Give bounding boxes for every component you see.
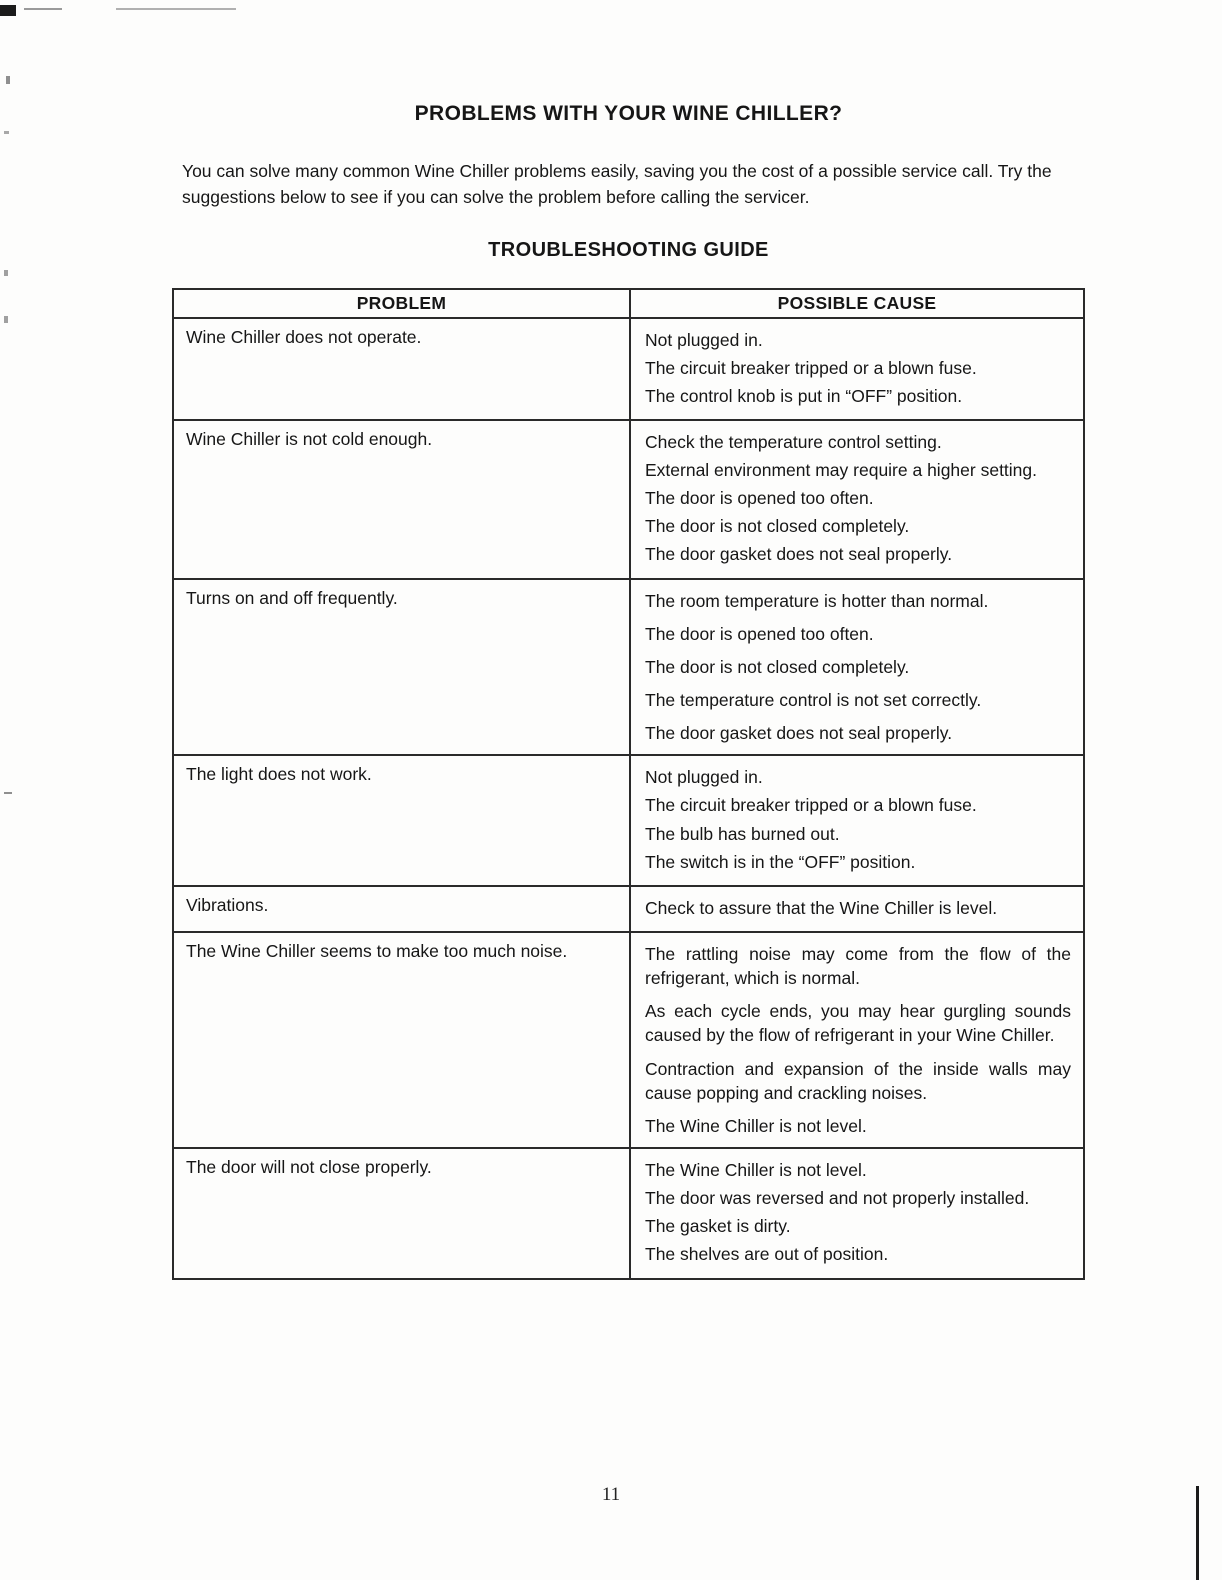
page-content (172, 102, 1085, 1280)
table-row (173, 886, 1084, 932)
cause-cell (630, 579, 1084, 756)
cause-cell (630, 318, 1084, 420)
cause-line: The gasket is dirty. (645, 1216, 791, 1237)
troubleshooting-table (172, 288, 1085, 1280)
table-header-row (173, 289, 1084, 318)
scan-artifact (4, 316, 8, 323)
page-number: 11 (601, 1484, 621, 1505)
cause-line: The door is not closed completely. (645, 656, 910, 677)
cause-cell (630, 755, 1084, 886)
scan-artifact (0, 5, 16, 16)
section-title: TROUBLESHOOTING GUIDE (488, 238, 769, 261)
cause-line: The room temperature is hotter than normal. (645, 590, 989, 611)
problem-cell: Wine Chiller does not operate. (173, 318, 630, 420)
page-title: PROBLEMS WITH YOUR WINE CHILLER? (414, 102, 843, 125)
problem-cell: Turns on and off frequently. (173, 579, 630, 756)
scan-artifact (4, 270, 8, 276)
problem-cell: Vibrations. (173, 886, 630, 932)
table-row (173, 755, 1084, 886)
cause-line: The circuit breaker tripped or a blown fuse. (645, 795, 977, 816)
cause-line: The bulb has burned out. (645, 823, 840, 844)
cause-line: Not plugged in. (645, 329, 763, 350)
table-row (173, 932, 1084, 1148)
cause-line: The door is opened too often. (645, 488, 874, 509)
table-row (173, 1148, 1084, 1279)
cause-line: The door is opened too often. (645, 623, 874, 644)
scan-artifact (4, 131, 9, 134)
cause-cell (630, 420, 1084, 579)
cause-cell (630, 886, 1084, 932)
cause-cell (630, 932, 1084, 1148)
cause-line: The door was reversed and not properly installed. (645, 1188, 1030, 1209)
cause-line: The control knob is put in “OFF” position. (645, 385, 963, 406)
scan-artifact (6, 76, 10, 84)
table-row (173, 318, 1084, 420)
cause-line: The door gasket does not seal properly. (645, 723, 953, 744)
cause-line: The shelves are out of position. (645, 1244, 889, 1265)
cause-line: Not plugged in. (645, 767, 763, 788)
cause-line: The rattling noise may come from the flow of the refrigerant, which is normal. (645, 944, 1071, 989)
cause-line: The circuit breaker tripped or a blown fuse. (645, 357, 977, 378)
cause-line: The door gasket does not seal properly. (645, 544, 953, 565)
table-row (173, 420, 1084, 579)
cause-line: External environment may require a higher setting. (645, 460, 1038, 481)
scan-artifact (24, 8, 62, 10)
problem-cell: The door will not close properly. (173, 1148, 630, 1279)
table-header-problem: PROBLEM (173, 289, 630, 318)
cause-line: As each cycle ends, you may hear gurgling sounds caused by the flow of refrigerant in your Wine Chiller. (645, 1001, 1071, 1046)
problem-cell: Wine Chiller is not cold enough. (173, 420, 630, 579)
cause-line: The Wine Chiller is not level. (645, 1115, 867, 1136)
problem-cell: The light does not work. (173, 755, 630, 886)
problem-cell: The Wine Chiller seems to make too much noise. (173, 932, 630, 1148)
cause-line: The door is not closed completely. (645, 516, 910, 537)
scan-artifact (116, 8, 236, 10)
cause-line: The switch is in the “OFF” position. (645, 851, 916, 872)
cause-line: The temperature control is not set correctly. (645, 690, 982, 711)
cause-line: Contraction and expansion of the inside walls may cause popping and crackling noises. (645, 1058, 1071, 1103)
cause-line: Check to assure that the Wine Chiller is level. (645, 897, 998, 918)
cause-line: Check the temperature control setting. (645, 431, 942, 452)
table-header-cause: POSSIBLE CAUSE (630, 289, 1084, 318)
scan-artifact (4, 792, 12, 794)
cause-cell (630, 1148, 1084, 1279)
cause-line: The Wine Chiller is not level. (645, 1160, 867, 1181)
intro-paragraph: You can solve many common Wine Chiller problems easily, saving you the cost of a possible service call. Try the suggestions below to see if you can solve the problem before calling the servicer. (182, 161, 1052, 208)
table-row (173, 579, 1084, 756)
